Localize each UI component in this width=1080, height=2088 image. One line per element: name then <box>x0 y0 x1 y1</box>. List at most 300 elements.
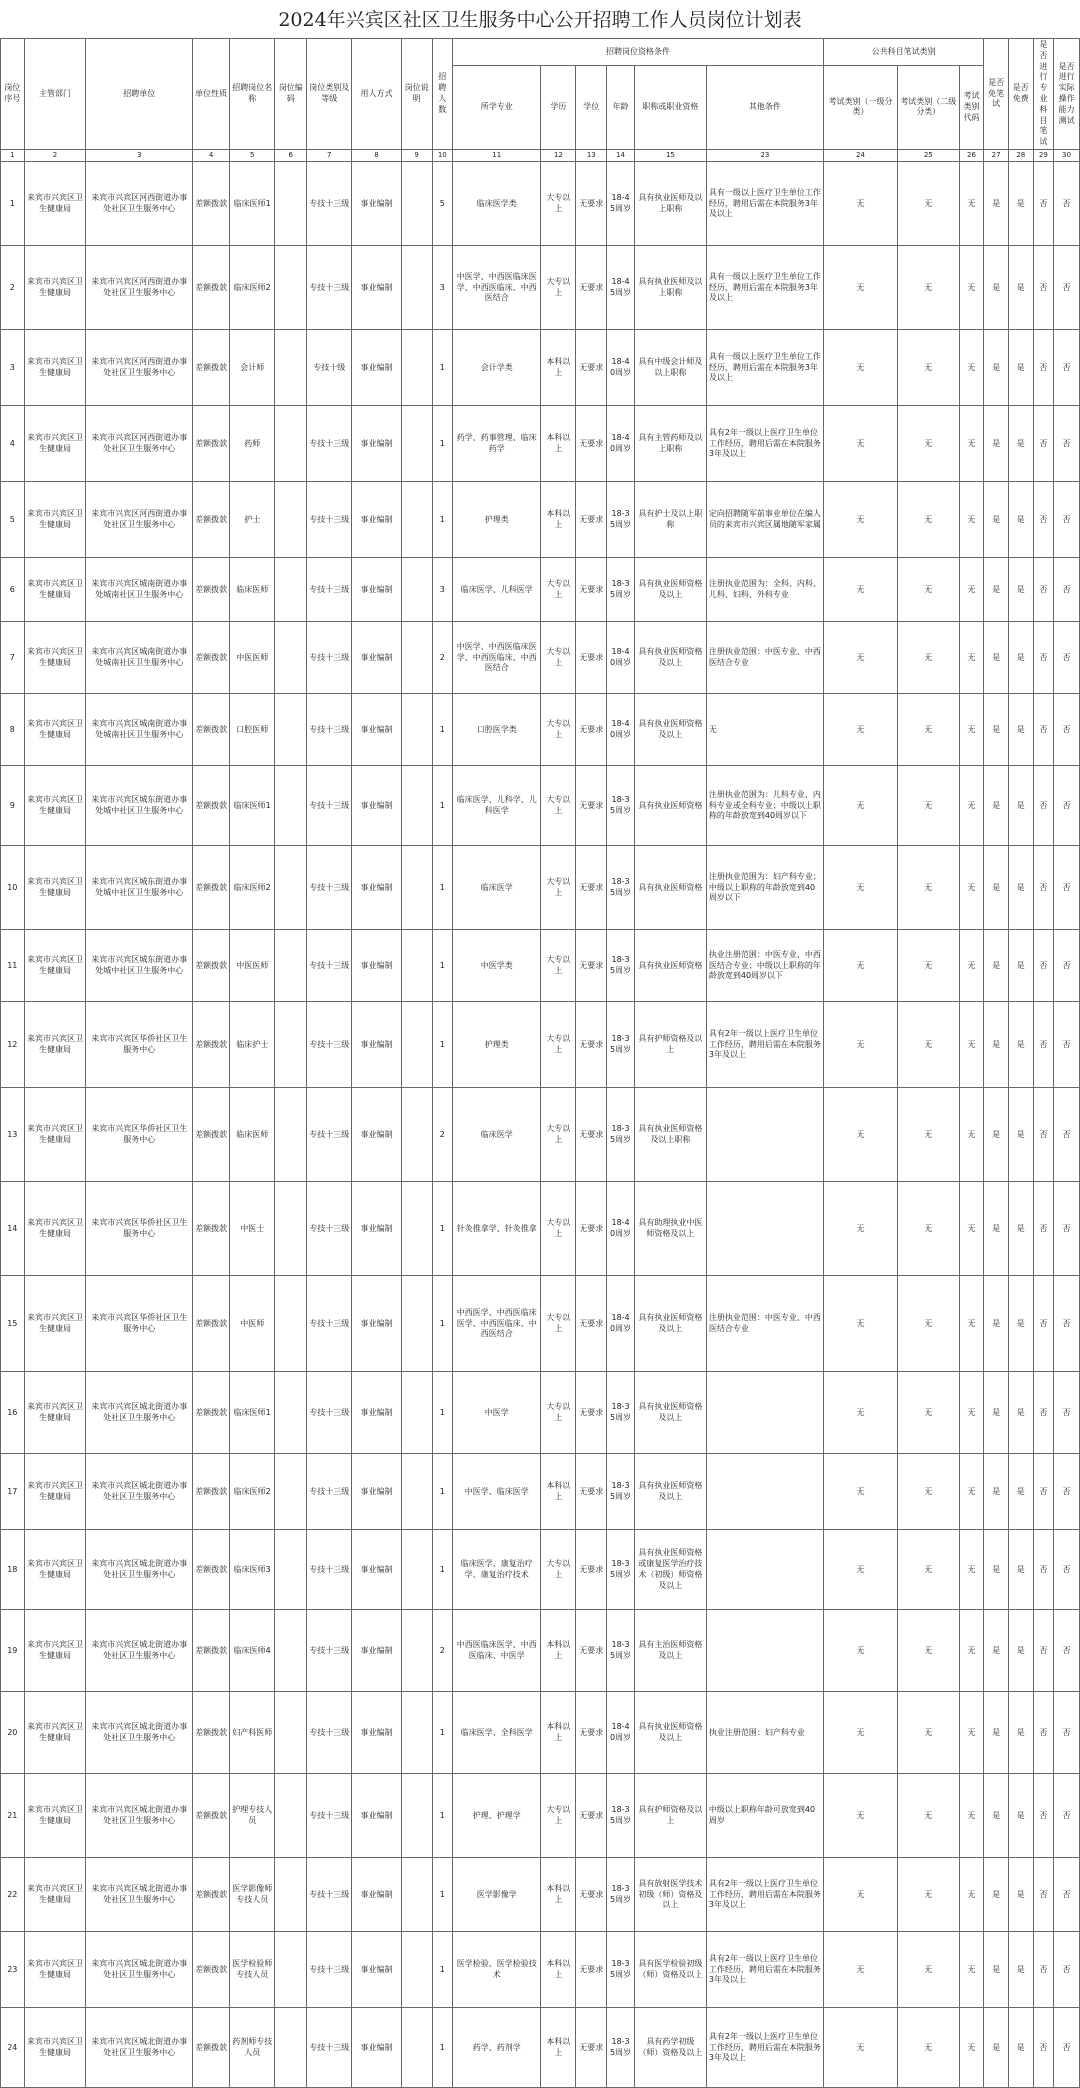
table-cell: 医学检验师专技人员 <box>230 1932 275 2008</box>
table-cell: 大专以上 <box>541 1530 576 1610</box>
table-cell: 1 <box>432 1858 453 1932</box>
table-cell: 无 <box>897 1088 959 1182</box>
table-cell <box>706 1610 823 1692</box>
table-cell: 是 <box>1008 766 1033 846</box>
table-cell: 具有执业医师资格及以上 <box>634 1276 706 1372</box>
table-row <box>1 558 1080 622</box>
table-cell <box>401 930 432 1002</box>
table-cell: 临床医学 <box>453 1088 541 1182</box>
table-cell: 事业编制 <box>352 2008 401 2088</box>
table-cell: 无 <box>897 1454 959 1530</box>
table-cell: 医学影像学 <box>453 1858 541 1932</box>
table-cell: 是 <box>984 1002 1009 1088</box>
table-cell <box>275 766 307 846</box>
table-cell: 大专以上 <box>541 766 576 846</box>
table-cell: 无要求 <box>576 1088 607 1182</box>
table-cell <box>275 694 307 766</box>
table-cell: 临床医师2 <box>230 846 275 930</box>
table-cell: 无 <box>897 1610 959 1692</box>
table-cell: 无 <box>959 1858 984 1932</box>
table-cell: 1 <box>432 1182 453 1276</box>
table-cell: 临床医学 <box>453 846 541 930</box>
table-cell: 否 <box>1054 1002 1080 1088</box>
table-cell: 专技十三级 <box>307 766 352 846</box>
table-cell: 来宾市兴宾区卫生健康局 <box>24 766 86 846</box>
col-header: 是否免笔试 <box>984 39 1009 150</box>
table-cell: 临床医学、儿科医学 <box>453 558 541 622</box>
table-cell: 本科以上 <box>541 1454 576 1530</box>
table-cell: 无 <box>824 1454 898 1530</box>
table-cell: 是 <box>1008 1002 1033 1088</box>
table-cell: 专技十三级 <box>307 406 352 482</box>
table-cell: 是 <box>1008 1858 1033 1932</box>
table-cell: 具有执业医师资格或康复医学治疗技术（初级）师资格及以上 <box>634 1530 706 1610</box>
table-cell: 具有执业医师资格及以上 <box>634 558 706 622</box>
table-cell: 无 <box>897 330 959 406</box>
table-cell: 无要求 <box>576 246 607 330</box>
table-cell: 来宾市兴宾区城北街道办事处社区卫生服务中心 <box>86 1774 193 1858</box>
table-row <box>1 2008 1080 2088</box>
table-cell: 差额拨款 <box>193 1002 230 1088</box>
table-cell: 否 <box>1033 1372 1054 1454</box>
column-number: 28 <box>1008 149 1033 161</box>
table-cell <box>275 1932 307 2008</box>
table-cell: 否 <box>1054 406 1080 482</box>
table-cell: 专技十三级 <box>307 1858 352 1932</box>
table-cell: 口腔医师 <box>230 694 275 766</box>
table-cell: 专技十三级 <box>307 1454 352 1530</box>
table-cell: 来宾市兴宾区卫生健康局 <box>24 1530 86 1610</box>
table-cell: 无 <box>959 1182 984 1276</box>
column-number: 30 <box>1054 149 1080 161</box>
table-cell: 专技十三级 <box>307 930 352 1002</box>
table-cell: 无要求 <box>576 1372 607 1454</box>
table-row <box>1 1276 1080 1372</box>
table-cell: 10 <box>1 846 25 930</box>
table-cell: 本科以上 <box>541 330 576 406</box>
table-cell: 临床医学、儿科学、儿科医学 <box>453 766 541 846</box>
table-cell: 护理类 <box>453 482 541 558</box>
table-cell: 是 <box>984 694 1009 766</box>
table-cell: 无 <box>824 846 898 930</box>
table-cell: 无要求 <box>576 694 607 766</box>
col-header: 岗位序号 <box>1 39 25 150</box>
table-cell: 无 <box>824 1088 898 1182</box>
table-cell: 是 <box>1008 1530 1033 1610</box>
table-cell <box>401 694 432 766</box>
table-cell: 事业编制 <box>352 1610 401 1692</box>
table-cell: 具有护士及以上职称 <box>634 482 706 558</box>
table-cell: 16 <box>1 1372 25 1454</box>
table-cell: 否 <box>1054 558 1080 622</box>
table-cell: 中医士 <box>230 1182 275 1276</box>
table-cell: 无 <box>897 766 959 846</box>
table-cell: 无 <box>824 766 898 846</box>
table-cell: 无 <box>824 1276 898 1372</box>
table-cell: 20 <box>1 1692 25 1774</box>
table-cell <box>401 1182 432 1276</box>
table-cell: 否 <box>1033 1454 1054 1530</box>
table-cell: 来宾市兴宾区卫生健康局 <box>24 930 86 1002</box>
table-cell: 无要求 <box>576 1276 607 1372</box>
table-row <box>1 1692 1080 1774</box>
table-cell <box>401 1002 432 1088</box>
table-cell: 无 <box>824 2008 898 2088</box>
table-row <box>1 1182 1080 1276</box>
table-cell: 无要求 <box>576 846 607 930</box>
column-number: 3 <box>86 149 193 161</box>
table-cell <box>706 1454 823 1530</box>
table-cell: 差额拨款 <box>193 330 230 406</box>
table-cell: 否 <box>1033 406 1054 482</box>
table-cell: 是 <box>1008 558 1033 622</box>
table-cell: 注册执业范围为：妇产科专业；中级以上职称的年龄放宽到40周岁以下 <box>706 846 823 930</box>
table-cell: 注册执业范围为：儿科专业、内科专业或全科专业；中级以上职称的年龄放宽到40周岁以下 <box>706 766 823 846</box>
table-cell: 无 <box>897 1182 959 1276</box>
table-cell: 事业编制 <box>352 1454 401 1530</box>
table-cell: 1 <box>432 482 453 558</box>
table-cell: 无 <box>959 558 984 622</box>
table-cell: 1 <box>432 766 453 846</box>
table-cell: 无 <box>959 1088 984 1182</box>
table-cell: 2 <box>432 1088 453 1182</box>
column-number: 23 <box>706 149 823 161</box>
table-cell: 是 <box>1008 1610 1033 1692</box>
table-cell: 9 <box>1 766 25 846</box>
table-cell: 18-40周岁 <box>607 1276 635 1372</box>
table-cell: 差额拨款 <box>193 766 230 846</box>
table-cell: 无要求 <box>576 1610 607 1692</box>
table-cell: 来宾市兴宾区城北街道办事处社区卫生服务中心 <box>86 1932 193 2008</box>
table-cell <box>401 1372 432 1454</box>
table-cell: 来宾市兴宾区卫生健康局 <box>24 482 86 558</box>
table-cell: 1 <box>432 1932 453 2008</box>
table-cell: 无 <box>824 330 898 406</box>
table-cell: 18-35周岁 <box>607 1610 635 1692</box>
table-cell: 否 <box>1054 1692 1080 1774</box>
table-cell: 无 <box>959 246 984 330</box>
table-cell: 1 <box>432 1372 453 1454</box>
col-header: 考试类别代码 <box>959 65 984 149</box>
table-cell: 无 <box>897 1372 959 1454</box>
table-cell: 是 <box>984 2008 1009 2088</box>
table-cell: 中医师 <box>230 1276 275 1372</box>
table-cell: 是 <box>1008 482 1033 558</box>
table-cell: 来宾市兴宾区城南街道办事处城南社区卫生服务中心 <box>86 694 193 766</box>
table-cell: 专技十三级 <box>307 246 352 330</box>
table-cell: 来宾市兴宾区卫生健康局 <box>24 1692 86 1774</box>
table-cell: 18-35周岁 <box>607 846 635 930</box>
table-cell: 18-45周岁 <box>607 162 635 246</box>
table-cell: 13 <box>1 1088 25 1182</box>
table-cell: 是 <box>1008 1454 1033 1530</box>
table-cell: 是 <box>984 1182 1009 1276</box>
table-cell: 无 <box>897 1530 959 1610</box>
table-cell: 无要求 <box>576 622 607 694</box>
table-cell: 否 <box>1054 246 1080 330</box>
table-cell <box>275 1858 307 1932</box>
table-cell: 具有主治医师资格及以上 <box>634 1610 706 1692</box>
table-cell: 事业编制 <box>352 1858 401 1932</box>
table-cell: 是 <box>984 482 1009 558</box>
table-cell: 无 <box>959 406 984 482</box>
table-cell: 1 <box>432 930 453 1002</box>
table-cell: 具有护师资格及以上 <box>634 1774 706 1858</box>
table-cell: 来宾市兴宾区华侨社区卫生服务中心 <box>86 1002 193 1088</box>
table-cell: 否 <box>1054 1088 1080 1182</box>
table-cell: 无 <box>897 246 959 330</box>
column-number: 26 <box>959 149 984 161</box>
table-cell: 本科以上 <box>541 482 576 558</box>
table-cell: 3 <box>1 330 25 406</box>
table-cell: 具有助理执业中医师资格及以上 <box>634 1182 706 1276</box>
table-row <box>1 930 1080 1002</box>
table-cell: 无要求 <box>576 1932 607 2008</box>
column-number: 25 <box>897 149 959 161</box>
table-cell: 专技十三级 <box>307 1088 352 1182</box>
table-cell: 否 <box>1054 1276 1080 1372</box>
table-cell: 中级以上职称年龄可放宽到40周岁 <box>706 1774 823 1858</box>
table-cell: 无 <box>824 1858 898 1932</box>
table-cell: 18-35周岁 <box>607 1932 635 2008</box>
table-cell: 来宾市兴宾区城北街道办事处社区卫生服务中心 <box>86 1372 193 1454</box>
table-cell: 药学、药事管理、临床药学 <box>453 406 541 482</box>
table-cell <box>401 1610 432 1692</box>
table-cell: 本科以上 <box>541 1858 576 1932</box>
table-cell: 21 <box>1 1774 25 1858</box>
col-header: 招聘岗位名称 <box>230 39 275 150</box>
column-number: 27 <box>984 149 1009 161</box>
table-cell <box>275 1692 307 1774</box>
table-cell: 具有2年一级以上医疗卫生单位工作经历，聘用后需在本院服务3年及以上 <box>706 2008 823 2088</box>
table-cell: 临床医师2 <box>230 1454 275 1530</box>
table-cell <box>275 1002 307 1088</box>
table-cell: 是 <box>984 1858 1009 1932</box>
table-cell: 是 <box>1008 1774 1033 1858</box>
table-cell: 医学检验、医学检验技术 <box>453 1932 541 2008</box>
table-cell: 来宾市兴宾区河西街道办事处社区卫生服务中心 <box>86 406 193 482</box>
table-cell: 无 <box>897 558 959 622</box>
table-cell: 护理专技人员 <box>230 1774 275 1858</box>
table-cell: 无要求 <box>576 1454 607 1530</box>
table-cell: 18-35周岁 <box>607 2008 635 2088</box>
table-cell: 1 <box>432 1774 453 1858</box>
table-row <box>1 1088 1080 1182</box>
column-number: 1 <box>1 149 25 161</box>
col-header: 考试类别（一级分类） <box>824 65 898 149</box>
table-cell: 来宾市兴宾区华侨社区卫生服务中心 <box>86 1276 193 1372</box>
table-cell: 是 <box>984 766 1009 846</box>
table-cell: 是 <box>1008 846 1033 930</box>
table-cell: 具有2年一级以上医疗卫生单位工作经历，聘用后需在本院服务3年及以上 <box>706 1858 823 1932</box>
table-cell: 来宾市兴宾区城北街道办事处社区卫生服务中心 <box>86 1610 193 1692</box>
table-cell: 护理类 <box>453 1002 541 1088</box>
table-cell: 来宾市兴宾区华侨社区卫生服务中心 <box>86 1088 193 1182</box>
table-cell: 无 <box>706 694 823 766</box>
table-cell: 否 <box>1054 622 1080 694</box>
table-cell: 18-35周岁 <box>607 1858 635 1932</box>
table-cell: 是 <box>1008 622 1033 694</box>
col-header: 是否进行专业科目笔试 <box>1033 39 1054 150</box>
table-cell: 事业编制 <box>352 1002 401 1088</box>
table-row <box>1 1372 1080 1454</box>
table-cell: 1 <box>432 1692 453 1774</box>
table-cell: 注册执业范围为：全科、内科、儿科、妇科、外科专业 <box>706 558 823 622</box>
table-cell: 差额拨款 <box>193 694 230 766</box>
table-cell: 否 <box>1033 162 1054 246</box>
table-cell: 具有执业医师资格 <box>634 930 706 1002</box>
table-cell: 否 <box>1033 1002 1054 1088</box>
table-cell <box>401 406 432 482</box>
table-cell: 来宾市兴宾区城北街道办事处社区卫生服务中心 <box>86 1692 193 1774</box>
table-cell: 临床医师1 <box>230 1372 275 1454</box>
table-cell: 无 <box>897 1276 959 1372</box>
column-number: 12 <box>541 149 576 161</box>
table-cell: 具有执业医师资格及以上 <box>634 1454 706 1530</box>
table-cell: 是 <box>984 246 1009 330</box>
table-cell: 无 <box>959 1774 984 1858</box>
table-cell: 18-40周岁 <box>607 406 635 482</box>
table-cell: 是 <box>1008 1932 1033 2008</box>
table-cell: 差额拨款 <box>193 558 230 622</box>
table-cell: 是 <box>1008 1692 1033 1774</box>
table-cell: 差额拨款 <box>193 930 230 1002</box>
table-cell: 来宾市兴宾区卫生健康局 <box>24 1276 86 1372</box>
table-cell: 来宾市兴宾区河西街道办事处社区卫生服务中心 <box>86 482 193 558</box>
table-cell: 来宾市兴宾区华侨社区卫生服务中心 <box>86 1182 193 1276</box>
table-cell: 来宾市兴宾区卫生健康局 <box>24 1932 86 2008</box>
recruitment-table <box>0 38 1080 2088</box>
table-cell: 是 <box>984 406 1009 482</box>
table-cell <box>275 1182 307 1276</box>
col-header: 年龄 <box>607 65 635 149</box>
table-cell <box>401 1932 432 2008</box>
table-cell: 事业编制 <box>352 1932 401 2008</box>
table-row <box>1 246 1080 330</box>
table-cell: 无 <box>959 1372 984 1454</box>
table-cell <box>275 482 307 558</box>
table-cell: 否 <box>1054 694 1080 766</box>
table-cell: 1 <box>432 694 453 766</box>
table-cell: 无 <box>959 1276 984 1372</box>
column-number: 13 <box>576 149 607 161</box>
table-cell: 是 <box>1008 406 1033 482</box>
table-cell <box>275 1530 307 1610</box>
table-cell: 23 <box>1 1932 25 2008</box>
table-cell: 无 <box>824 930 898 1002</box>
table-cell <box>401 162 432 246</box>
table-cell <box>275 2008 307 2088</box>
table-cell: 4 <box>1 406 25 482</box>
table-cell: 专技十三级 <box>307 1932 352 2008</box>
table-cell: 专技十三级 <box>307 1530 352 1610</box>
table-cell: 大专以上 <box>541 1774 576 1858</box>
table-cell: 来宾市兴宾区卫生健康局 <box>24 330 86 406</box>
table-cell: 临床医学类 <box>453 162 541 246</box>
table-cell: 否 <box>1054 1182 1080 1276</box>
table-cell <box>401 246 432 330</box>
table-cell <box>401 1454 432 1530</box>
table-cell: 事业编制 <box>352 330 401 406</box>
table-cell: 专技十三级 <box>307 1372 352 1454</box>
table-cell: 无 <box>959 162 984 246</box>
table-cell: 来宾市兴宾区卫生健康局 <box>24 694 86 766</box>
table-cell: 无 <box>959 1610 984 1692</box>
table-cell: 来宾市兴宾区卫生健康局 <box>24 1454 86 1530</box>
table-cell: 来宾市兴宾区卫生健康局 <box>24 1088 86 1182</box>
table-cell: 无 <box>824 1932 898 2008</box>
table-cell: 具有执业医师资格及以上 <box>634 622 706 694</box>
column-number: 4 <box>193 149 230 161</box>
table-cell <box>275 930 307 1002</box>
table-cell: 是 <box>984 1088 1009 1182</box>
table-cell: 临床医师1 <box>230 162 275 246</box>
table-cell: 无 <box>959 1002 984 1088</box>
table-cell: 具有2年一级以上医疗卫生单位工作经历，聘用后需在本院服务3年及以上 <box>706 406 823 482</box>
table-cell: 专技十三级 <box>307 1610 352 1692</box>
table-row <box>1 766 1080 846</box>
table-cell: 临床医师 <box>230 1088 275 1182</box>
table-cell: 否 <box>1033 482 1054 558</box>
table-cell: 是 <box>1008 2008 1033 2088</box>
table-cell: 事业编制 <box>352 1088 401 1182</box>
table-cell: 否 <box>1033 622 1054 694</box>
column-number: 10 <box>432 149 453 161</box>
table-cell: 大专以上 <box>541 1002 576 1088</box>
table-cell: 差额拨款 <box>193 2008 230 2088</box>
table-cell: 具有医学检验初级（师）资格及以上 <box>634 1932 706 2008</box>
table-cell: 具有一级以上医疗卫生单位工作经历，聘用后需在本院服务3年及以上 <box>706 162 823 246</box>
table-cell <box>706 1372 823 1454</box>
table-cell: 无 <box>824 1530 898 1610</box>
table-cell: 专技十三级 <box>307 162 352 246</box>
table-cell: 具有2年一级以上医疗卫生单位工作经历，聘用后需在本院服务3年及以上 <box>706 1932 823 2008</box>
table-cell: 无 <box>959 846 984 930</box>
table-cell: 具有执业医师资格 <box>634 766 706 846</box>
table-cell: 临床医学、全科医学 <box>453 1692 541 1774</box>
table-cell: 18-40周岁 <box>607 694 635 766</box>
column-number: 29 <box>1033 149 1054 161</box>
table-cell: 来宾市兴宾区卫生健康局 <box>24 246 86 330</box>
table-cell: 中医学、临床医学 <box>453 1454 541 1530</box>
table-row <box>1 1454 1080 1530</box>
table-cell: 事业编制 <box>352 558 401 622</box>
table-cell <box>706 1088 823 1182</box>
table-cell: 1 <box>432 1276 453 1372</box>
table-cell: 来宾市兴宾区城南街道办事处城南社区卫生服务中心 <box>86 558 193 622</box>
header-group-row <box>1 39 1080 66</box>
table-cell: 来宾市兴宾区河西街道办事处社区卫生服务中心 <box>86 330 193 406</box>
table-cell: 5 <box>432 162 453 246</box>
table-cell: 无 <box>959 694 984 766</box>
table-cell <box>401 330 432 406</box>
table-cell: 无 <box>897 694 959 766</box>
table-cell: 否 <box>1033 1774 1054 1858</box>
table-row <box>1 1932 1080 2008</box>
table-cell: 专技十三级 <box>307 1002 352 1088</box>
table-cell: 来宾市兴宾区卫生健康局 <box>24 1372 86 1454</box>
table-cell: 事业编制 <box>352 1276 401 1372</box>
table-cell: 无要求 <box>576 1858 607 1932</box>
col-header: 用人方式 <box>352 39 401 150</box>
table-row <box>1 1530 1080 1610</box>
col-header: 是否免费 <box>1008 39 1033 150</box>
table-cell <box>275 1774 307 1858</box>
table-cell: 1 <box>432 2008 453 2088</box>
table-cell: 是 <box>984 162 1009 246</box>
col-header: 其他条件 <box>706 65 823 149</box>
column-number: 8 <box>352 149 401 161</box>
